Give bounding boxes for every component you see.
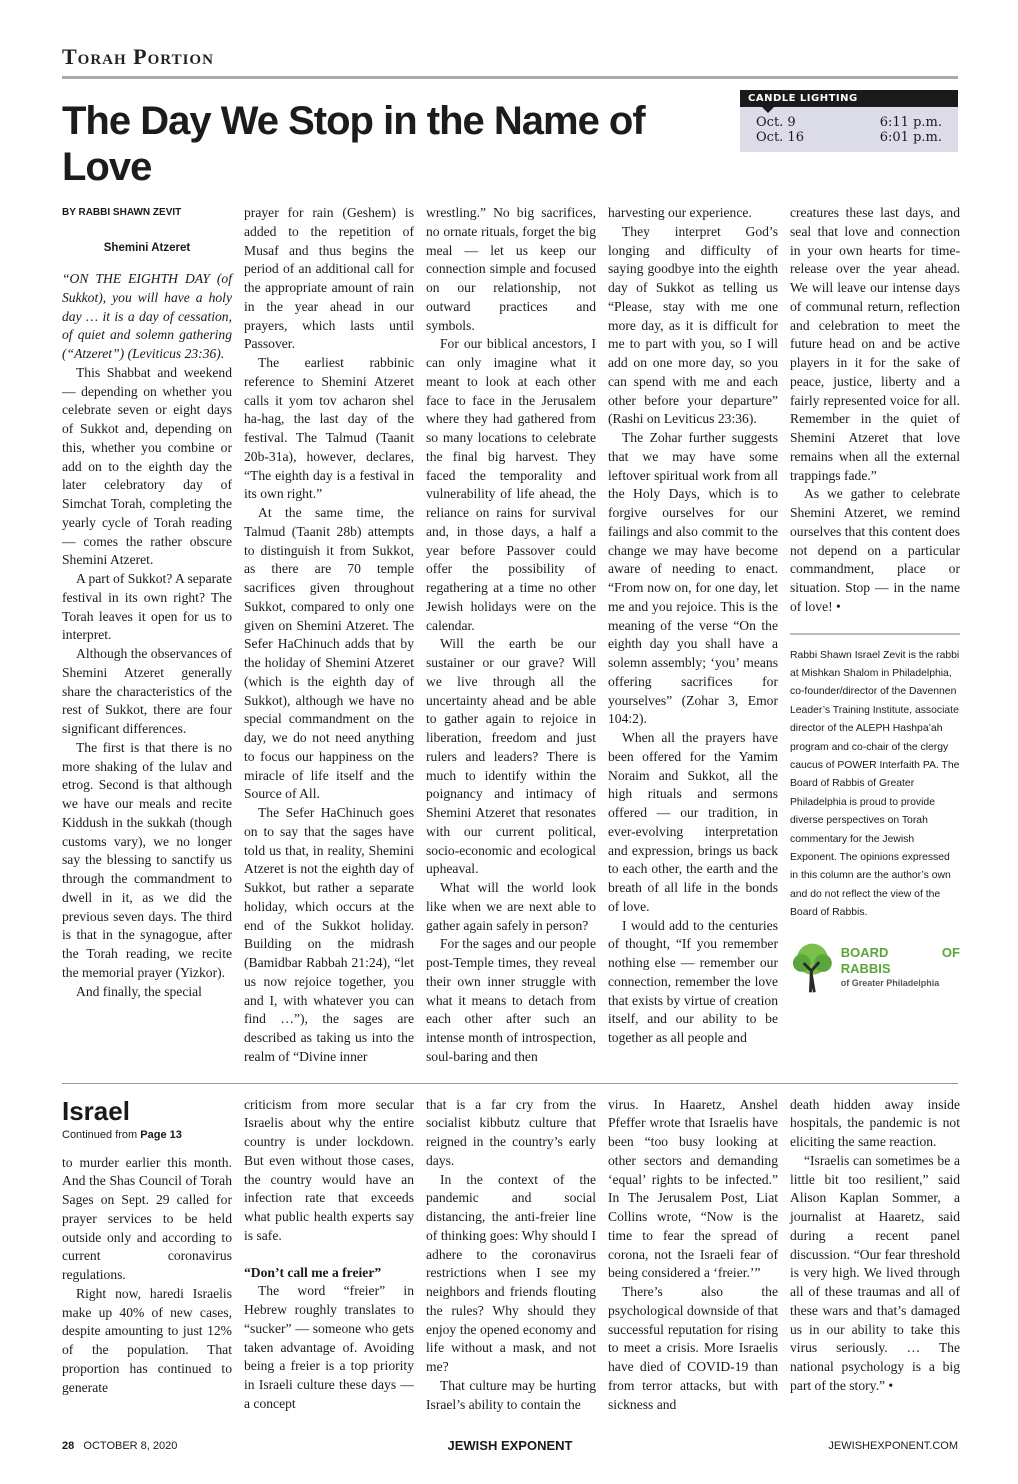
intro-quote: “ON THE EIGHTH DAY (of Sukkot), you will have a holy day … it is a day of cessation, of quiet and solemn gathering (“Atzeret”) (Leviticus 23:36). xyxy=(62,271,232,361)
israel-column-1 xyxy=(62,1096,232,1398)
subhead: Shemini Atzeret xyxy=(103,242,191,254)
paragraph: to murder earlier this month. And the Shas Council of Torah Sages on Sept. 29 called for prayer services to be held outside only and according to current coronavirus regulations. xyxy=(62,1154,232,1282)
paragraph: And finally, the special xyxy=(76,983,202,999)
candle-date: Oct. 16 xyxy=(756,130,804,145)
paragraph: The Zohar further suggests that we may have some leftover spiritual work from all the Holy Days, which is to forgive ourselves for our failings and also commit to the change we may have become aware of needing to enact. “From now on, for one day, let me and you rejoice. This is the meaning of the verse “On the eighth day you shall have a solemn assembly; ‘you’ means offering sacrifices for yourselves” (Zohar 3, Emor 104:2). xyxy=(608,430,778,727)
paragraph: criticism from more secular Israelis about why the entire country is under lockdown. But even without those cases, the country would have an infection rate that exceeds what public health experts say is safe. xyxy=(244,1096,414,1243)
continued-label: Continued from xyxy=(62,1128,138,1141)
subheading: “Don’t call me a freier” xyxy=(244,1264,382,1280)
candle-time: 6:11 p.m. xyxy=(879,115,942,130)
candle-lighting-label: CANDLE LIGHTING xyxy=(740,90,958,107)
article-column-3 xyxy=(426,204,596,1067)
continued-page-link[interactable]: Page 13 xyxy=(140,1128,182,1141)
column-text xyxy=(608,204,778,1048)
board-of-rabbis-logo xyxy=(790,941,960,993)
paragraph: At the same time, the Talmud (Taanit 28b) attempts to distinguish it from Sukkot, as there are 70 temple sacrifices given throughout Sukkot, compared to only one given on Shemini Atzeret. The Sefer HaChinuch adds that by the holiday of Shemini Atzeret (which is the eighth day of Sukkot), although we have no special commandment on the day, we do not need anything to focus our happiness on the miracle of life itself and the Source of All. xyxy=(244,505,414,802)
column-text xyxy=(244,204,414,1067)
column-text xyxy=(426,1096,596,1415)
paragraph: A part of Sukkot? A separate festival in its own right? The Torah leaves it open for us to interpret. xyxy=(62,571,232,643)
paragraph: What will the world look like when we are next able to gather again safely in person? xyxy=(426,880,596,933)
paragraph: This Shabbat and weekend — depending on whether you celebrate seven or eight days of Sukkot and, depending on this, whether you combine or add on to the eighth day the later celebratory day of Simchat Torah, completing the yearly cycle of Torah reading — comes the rather obscure Shemini Atzeret. xyxy=(62,364,232,568)
paragraph: death hidden away inside hospitals, the pandemic is not eliciting the same reaction. xyxy=(790,1096,960,1149)
column-text xyxy=(426,204,596,1067)
paragraph: When all the prayers have been offered for the Yamim Noraim and Sukkot, all the high rituals and sermons offered — our tradition, in ever-evolving interpretation and expression, brings us back to each other, the earth and the breath of all life in the bonds of love. xyxy=(608,730,778,914)
column-text xyxy=(790,204,960,617)
israel-column-4 xyxy=(608,1096,778,1415)
israel-body xyxy=(62,1096,958,1415)
column-text xyxy=(608,1096,778,1415)
continued-from xyxy=(62,1126,232,1144)
candle-row xyxy=(740,130,958,145)
paragraph: The first is that there is no more shaking of the lulav and etrog. Second is that although we have our meals and recite Kiddush in the sukkah (though customs vary), we no longer say the blessing to sanctify us through the commandment to dwell in it, as we did the previous seven days. The third is that in the synagogue, after the Torah reading, we recite the memorial prayer (Yizkor). xyxy=(62,739,232,980)
paragraph: For our biblical ancestors, I can only imagine what it meant to look at each other face to face in the Jerusalem where they had gathered from so many locations to celebrate the final big harvest. They faced the temporality and vulnerability of life ahead, the reliance on rains for survival and, in those days, a half a year before Passover could offer the possibility of regathering at a time no other Jewish holidays were on the calendar. xyxy=(426,336,596,633)
paragraph: that is a far cry from the socialist kibbutz culture that reigned in the country’s early days. xyxy=(426,1096,596,1168)
article-header xyxy=(62,90,958,190)
section-label: Torah Portion xyxy=(62,44,214,69)
header-rule xyxy=(62,76,958,79)
issue-date: OCTOBER 8, 2020 xyxy=(83,1440,178,1453)
paragraph: virus. In Haaretz, Anshel Pfeffer wrote that Israelis have been “too busy looking at other sectors and demanding ‘equal’ rights to be infected.” In The Jerusalem Post, Liat Collins wrote, “Now is the time to fear the spread of corona, not the Israeli fear of being considered a ‘freier.’” xyxy=(608,1096,778,1281)
author-bio: Rabbi Shawn Israel Zevit is the rabbi at Mishkan Shalom in Philadelphia, co-founder/director of the Davennen Leader’s Training Institute, associate director of the ALEPH Hashpa’ah program and co-chair of the clergy caucus of POWER Interfaith PA. The Board of Rabbis of Greater Philadelphia is proud to provide diverse perspectives on Torah commentary for the Jewish Exponent. The opinions expressed in this column are the author’s own and do not reflect the view of the Board of Rabbis. xyxy=(790,649,960,919)
candle-lighting-box xyxy=(740,90,958,152)
article-column-1 xyxy=(62,204,232,1001)
column-text xyxy=(790,1096,960,1396)
section-divider xyxy=(62,1083,958,1084)
paragraph: Although the observances of Shemini Atzeret generally share the characteristics of the rest of Sukkot, there are four significant differences. xyxy=(62,646,232,736)
paragraph: The earliest rabbinic reference to Shemini Atzeret calls it yom tov acharon shel ha-hag, the last day of the festival. The Talmud (Taanit 20b-31a), however, declares, “The eighth day is a festival in its own right.” xyxy=(244,355,414,502)
paragraph: That culture may be hurting Israel’s ability to contain the xyxy=(426,1377,596,1412)
israel-title: Israel xyxy=(62,1095,130,1126)
paragraph: The Sefer HaChinuch goes on to say that the sages have told us that, in reality, Shemini Atzeret is not the eighth day of Sukkot, but rather a separate holiday, which occurs at the end of the Sukkot holiday. Building on the midrash (Bamidbar Rabbah 21:24), “let us now rejoice together, you and I, with whatever you can find …”), the sages are described as taking us into the realm of “Divine inner xyxy=(244,805,414,1064)
paragraph: There’s also the psychological downside of that successful reputation for rising to meet a crisis. More Israelis have died of COVID-19 than from terror attacks, but with sickness and xyxy=(608,1284,778,1412)
paragraph: For the sages and our people post-Temple times, they reveal their own inner struggle with what it means to detach from each other after such an intense month of introspection, soul-baring and then xyxy=(426,936,596,1064)
israel-column-2 xyxy=(244,1096,414,1414)
website-link[interactable]: JEWISHEXPONENT.COM xyxy=(828,1440,958,1453)
page-footer xyxy=(62,1438,958,1454)
page-number: 28 xyxy=(62,1440,75,1453)
israel-column-3 xyxy=(426,1096,596,1415)
paragraph: prayer for rain (Geshem) is added to the repetition of Musaf and thus begins the period of an additional call for the appropriate amount of rain in the year ahead in our prayers, which lasts until Passover. xyxy=(244,205,414,352)
paragraph: harvesting our experience. xyxy=(608,205,752,220)
article-body xyxy=(62,204,958,1067)
paragraph: “Israelis can sometimes be a little bit too resilient,” said Alison Kaplan Sommer, a journalist at Haaretz, said during a recent panel discussion. “Our fear threshold is very high. We lived through all of these traumas and all of these wars and that’s damaged us in our ability to take this virus seriously. … The national psychology is a big part of the story.” • xyxy=(790,1152,960,1393)
paragraph: In the context of the pandemic and social distancing, the anti-freier line of thinking goes: Why should I adhere to the coronavirus restrictions when I see my neighbors and friends flouting the rules? Why should they enjoy the opened economy and life without a mask, and not me? xyxy=(426,1171,596,1374)
paragraph: The word “freier” in Hebrew roughly translates to “sucker” — someone who gets taken advantage of. Avoiding being a freier is a top priority in Israeli culture these days — a concept xyxy=(244,1283,414,1411)
column-text xyxy=(62,364,232,1002)
article-title: The Day We Stop in the Name of Love xyxy=(62,99,645,189)
article-column-4 xyxy=(608,204,778,1048)
paragraph: Right now, haredi Israelis make up 40% of new cases, despite amounting to just 12% of the population. That proportion has continued to generate xyxy=(62,1285,232,1395)
paragraph: They interpret God’s longing and difficulty of saying goodbye into the eighth day of Sukkot as telling us “Please, stay with me one more day, as it is difficult for me to part with you, so I will add on one more day, so you can spend with me and each other before your departure” (Rashi on Leviticus 23:36). xyxy=(608,223,778,427)
bio-divider xyxy=(790,633,960,635)
logo-sub-text: of Greater Philadelphia xyxy=(840,977,940,988)
article-column-5 xyxy=(790,204,960,993)
candle-time: 6:01 p.m. xyxy=(879,130,942,145)
paragraph: creatures these last days, and seal that love and connection in your own hearts for time-release over the year ahead. We will leave our intense days of communal return, reflection and celebration to meet the future head on and be active players in it for the sake of peace, justice, liberty and a fairly represented voice for all. Remember in the quiet of Shemini Atzeret that love remains when all the external trappings fade.” xyxy=(790,205,960,483)
column-text xyxy=(62,1154,232,1398)
page-footer-left xyxy=(62,1438,448,1454)
article-column-2 xyxy=(244,204,414,1067)
paragraph: As we gather to celebrate Shemini Atzeret, we remind ourselves that this content does not depend on a particular commandment, place or situation. Stop — in the name of love! • xyxy=(790,486,960,614)
logo-main-text: BOARD OF RABBIS xyxy=(840,944,960,976)
candle-date: Oct. 9 xyxy=(756,115,796,130)
byline: BY RABBI SHAWN ZEVIT xyxy=(62,207,182,218)
israel-column-5 xyxy=(790,1096,960,1396)
paragraph: I would add to the centuries of thought, “If you remember nothing else — remember our connection, remember the love that exists by virtue of creation itself, and our ability to be together as all people and xyxy=(608,917,778,1045)
column-text xyxy=(244,1096,414,1414)
paragraph: wrestling.” No big sacrifices, no ornate rituals, forget the big meal — let us keep our connection simple and focused on our relationship, not outward practices and symbols. xyxy=(426,205,596,333)
paragraph: Will the earth be our sustainer or our grave? Will we live through all the uncertainty ahead and be able to gather again to rejoice in liberation, freedom and just rulers and leaders? There is much to identify within the poignancy and intimacy of Shemini Atzeret that resonates with our current political, socio-economic and ecological upheaval. xyxy=(426,636,596,877)
publication-name: JEWISH EXPONENT xyxy=(447,1438,573,1454)
candle-row xyxy=(740,115,958,130)
tree-icon xyxy=(790,941,835,993)
